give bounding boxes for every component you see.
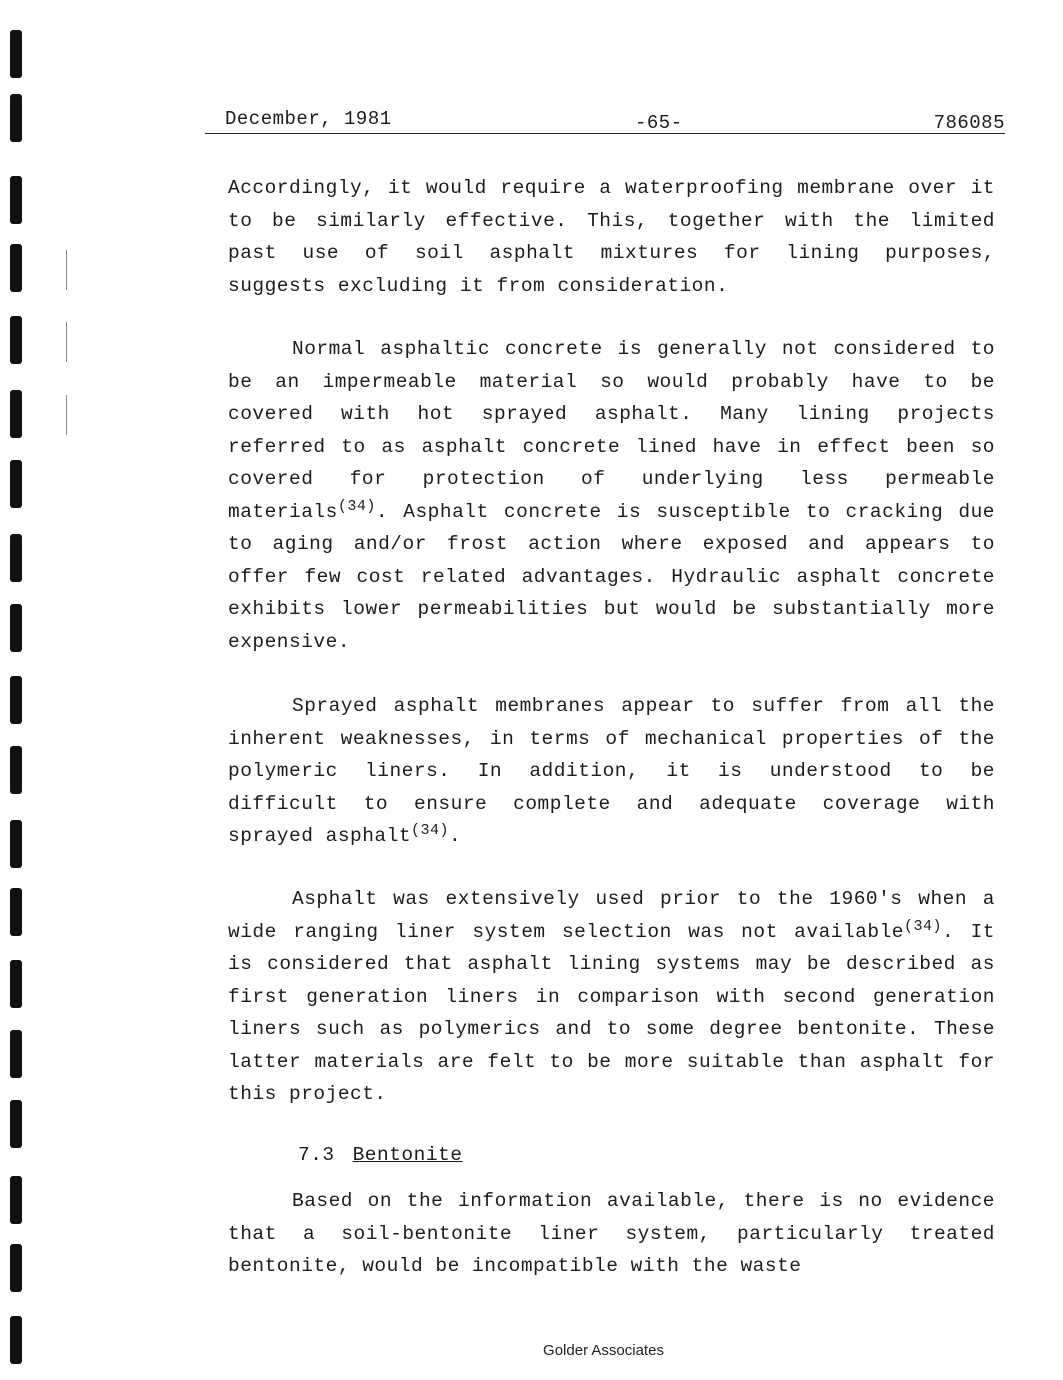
binding-hole — [10, 888, 22, 936]
section-number: 7.3 — [298, 1144, 335, 1166]
header-rule — [205, 133, 1005, 134]
binding-hole — [10, 534, 22, 582]
binding-hole — [10, 1176, 22, 1224]
paragraph-3: Sprayed asphalt membranes appear to suffer from all the inherent weaknesses, in terms of mechanical properties of the polymeric liners. In addition, it is understood to be difficult to ensure complete and adequate coverage with sprayed asphalt$^{(34)}$. — [228, 695, 995, 847]
binding-hole — [10, 94, 22, 142]
page-header — [225, 108, 1005, 134]
page-number: -65- — [635, 112, 683, 134]
citation: (34) — [337, 497, 376, 515]
section-title: Bentonite — [352, 1144, 463, 1166]
binding-hole — [10, 746, 22, 794]
binding-hole — [10, 244, 22, 292]
document-number: 786085 — [933, 112, 1005, 134]
scan-mark — [66, 250, 67, 290]
binding-hole — [10, 1100, 22, 1148]
paragraph-5: Based on the information available, there is no evidence that a soil-bentonite liner system, particularly treated bentonite, would be incompatible with the waste — [228, 1190, 995, 1277]
paragraph-2: Normal asphaltic concrete is generally not considered to be an impermeable material so would probably have to be covered with hot sprayed asphalt. Many lining projects referred to as asphalt concrete lined have in effect been so covered for protection of underlying less permeable materials$^{(34)}$. Asphalt concrete is susceptible to cracking due to aging and/or frost action where exposed and appears to offer few cost related advantages. Hydraulic asphalt concrete exhibits lower permeabilities but would be substantially more expensive. — [228, 338, 995, 653]
binding-hole — [10, 460, 22, 508]
scan-mark — [66, 395, 67, 435]
binding-hole — [10, 960, 22, 1008]
header-date: December, 1981 — [225, 108, 392, 130]
page-footer — [0, 1342, 1063, 1359]
footer-company: Golder Associates — [543, 1342, 664, 1359]
binding-hole — [10, 1030, 22, 1078]
binding-hole — [10, 604, 22, 652]
citation: (34) — [904, 917, 943, 935]
binding-hole — [10, 1244, 22, 1292]
binding-hole — [10, 176, 22, 224]
paragraph-4: Asphalt was extensively used prior to the 1960's when a wide ranging liner system selection was not available$^{(34)}$. It is considered that asphalt lining systems may be described as first generation liners in comparison with second generation liners such as polymerics and to some degree bentonite. These latter materials are felt to be more suitable than asphalt for this project. — [228, 888, 996, 1105]
binding-hole — [10, 820, 22, 868]
binding-hole — [10, 30, 22, 78]
binding-holes — [10, 20, 24, 1370]
binding-hole — [10, 390, 22, 438]
paragraph-1: Accordingly, it would require a waterproofing membrane over it to be similarly effective. This, together with the limited past use of soil asphalt mixtures for lining purposes, suggests excluding it from consideration. — [228, 177, 995, 297]
section-heading — [298, 1144, 462, 1166]
binding-hole — [10, 316, 22, 364]
binding-hole — [10, 676, 22, 724]
scan-mark — [66, 322, 67, 362]
citation: (34) — [411, 822, 450, 839]
